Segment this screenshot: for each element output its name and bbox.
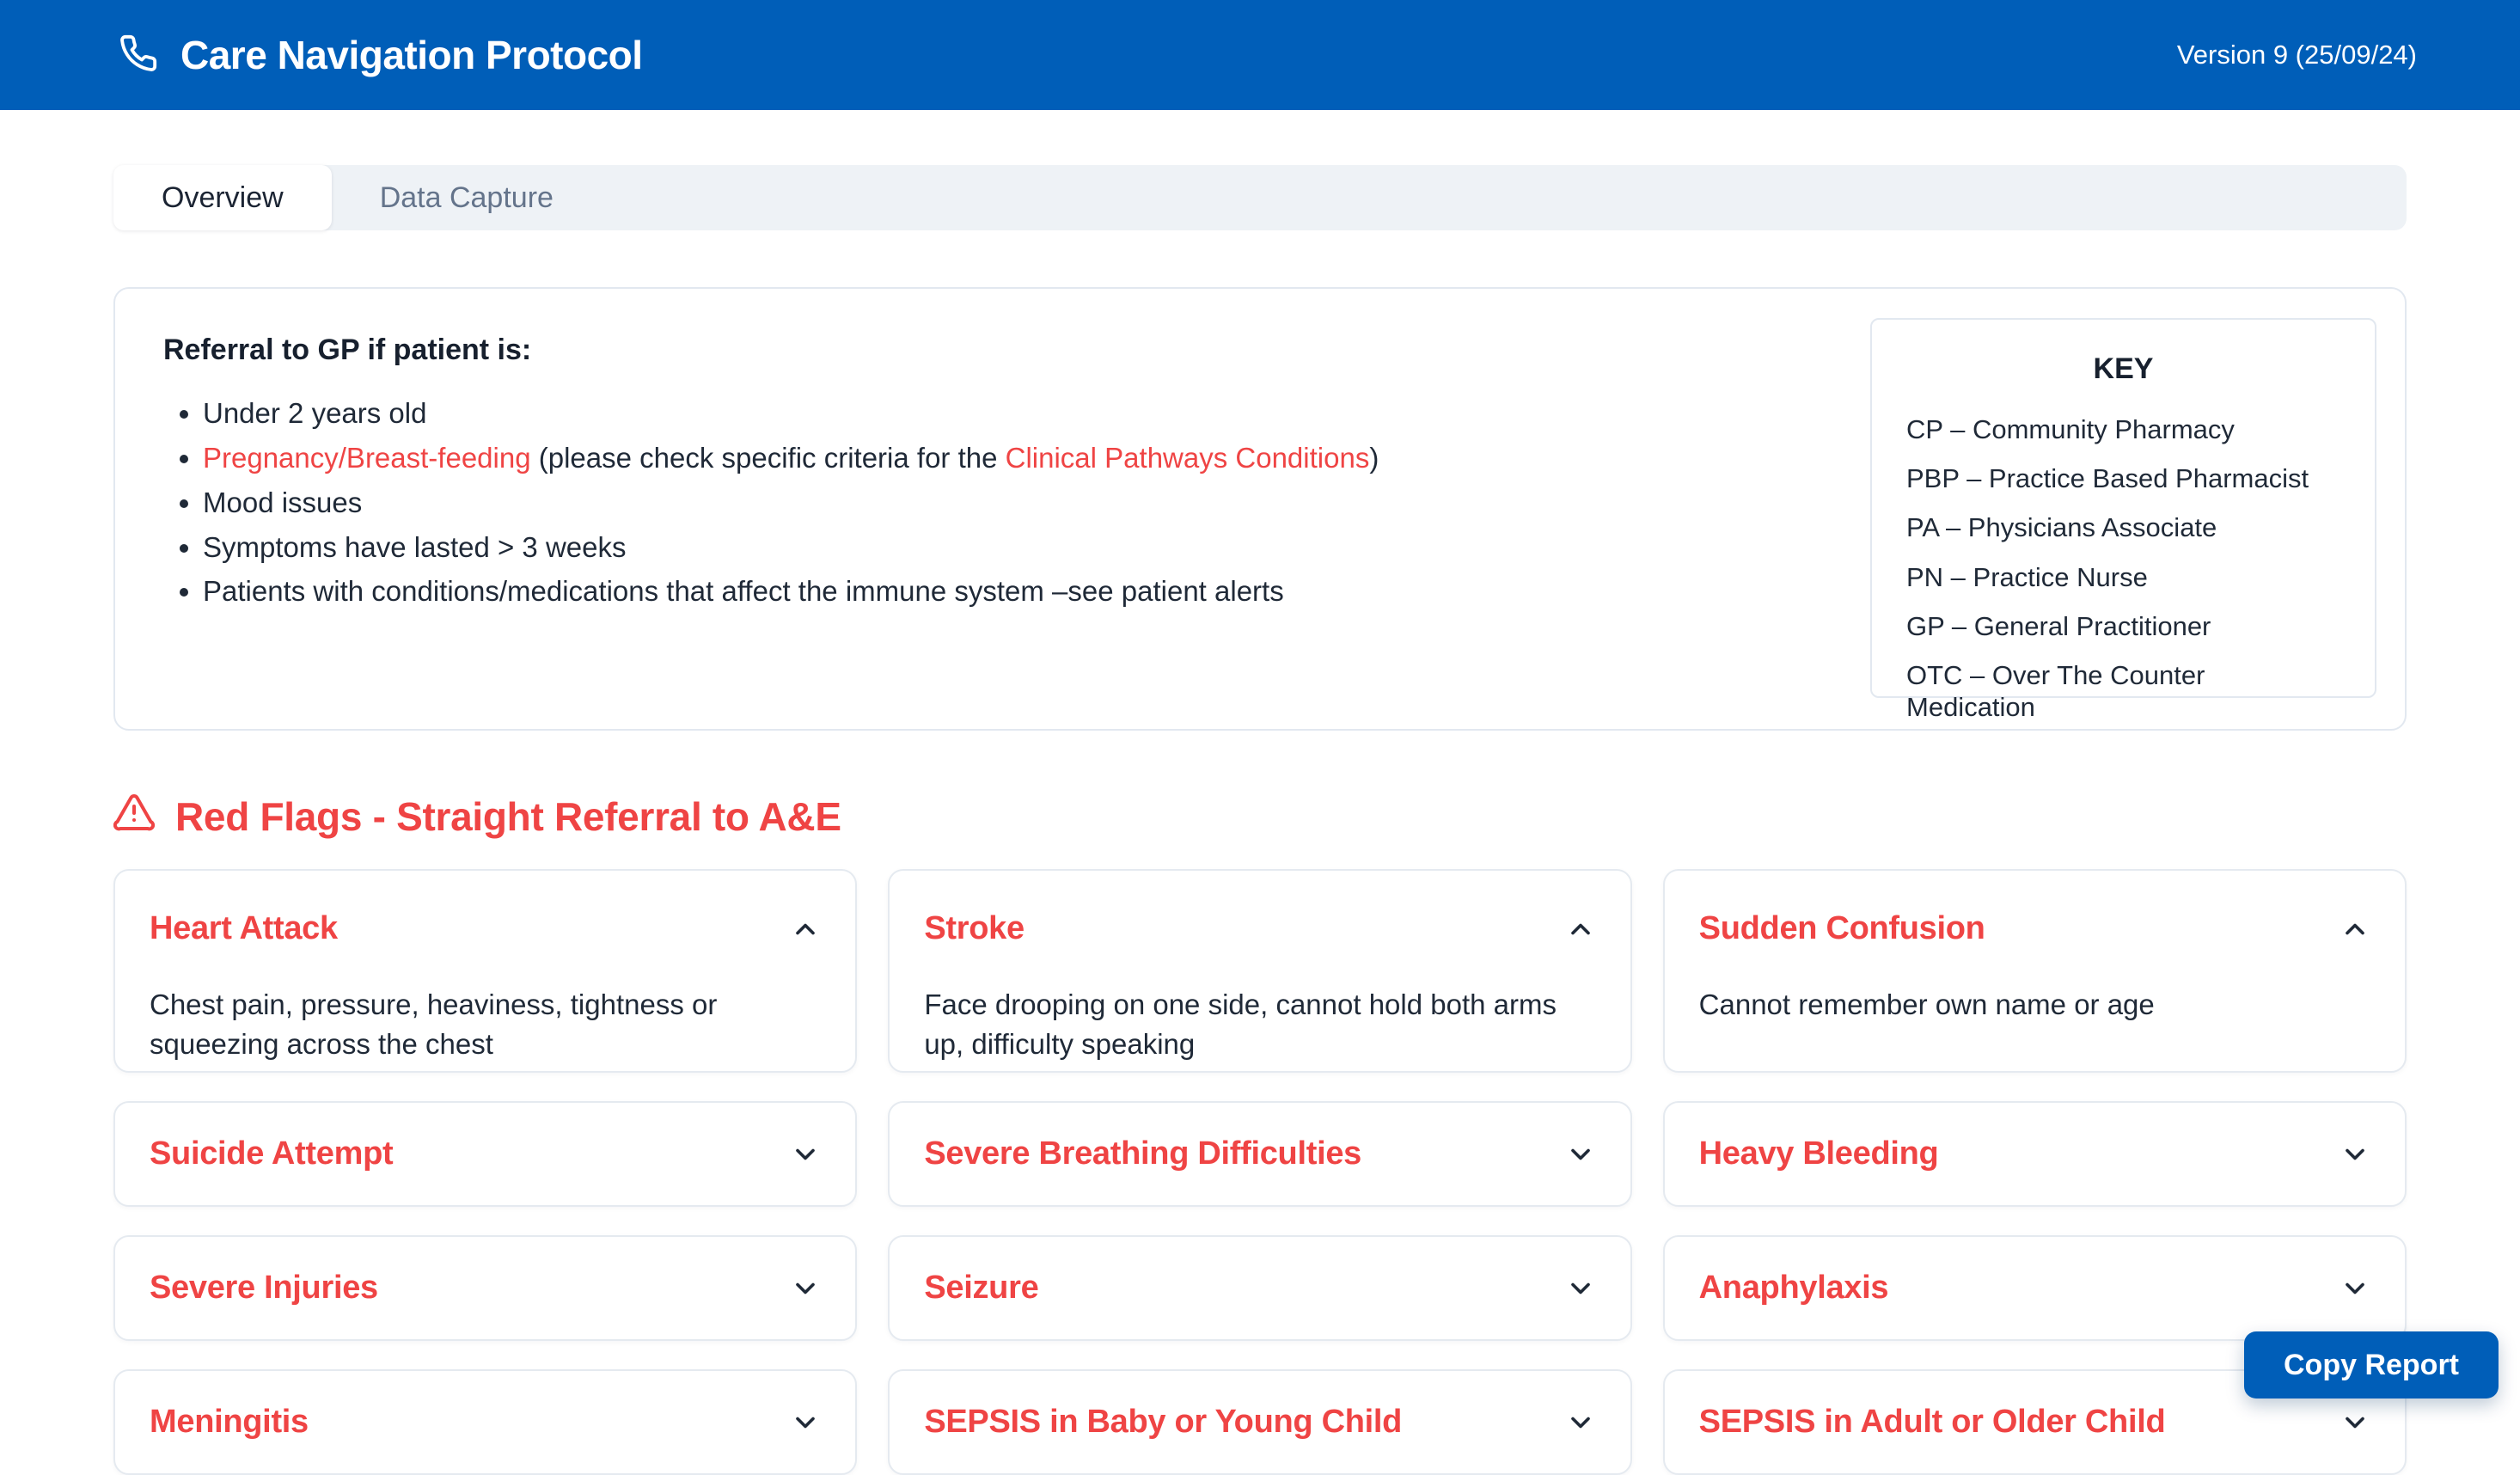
- chevron-up-icon[interactable]: [1565, 914, 1596, 945]
- flag-card-severe-injuries: [113, 1235, 857, 1341]
- referral-bullet-text: ): [1369, 441, 1379, 474]
- flag-card-seizure: [888, 1235, 1631, 1341]
- flag-card-title: Anaphylaxis: [1698, 1270, 1889, 1306]
- pregnancy-highlight: Pregnancy/Breast-feeding: [203, 441, 531, 474]
- chevron-down-icon[interactable]: [2340, 1407, 2370, 1438]
- referral-bullet: [203, 527, 1796, 568]
- flag-card-title: Sudden Confusion: [1698, 910, 1985, 946]
- flag-card-header[interactable]: [1699, 1270, 2370, 1307]
- referral-bullet: [203, 393, 1796, 434]
- referral-bullet-text: Mood issues: [203, 486, 363, 518]
- referral-bullet: [203, 438, 1796, 479]
- flag-card-title: SEPSIS in Baby or Young Child: [924, 1404, 1403, 1440]
- key-entry: PA – Physicians Associate: [1906, 512, 2217, 543]
- chevron-up-icon[interactable]: [2340, 914, 2370, 945]
- flag-card-title: Heavy Bleeding: [1698, 1135, 1939, 1172]
- key-entry: PBP – Practice Based Pharmacist: [1906, 463, 2309, 494]
- flag-card-title: Severe Injuries: [150, 1270, 378, 1306]
- key-title: KEY: [2093, 352, 2154, 385]
- flag-card-body: Face drooping on one side, cannot hold both arms up, difficulty speaking: [924, 988, 1557, 1061]
- flag-card-title: Seizure: [924, 1270, 1039, 1306]
- version-label: Version 9 (25/09/24): [2176, 40, 2417, 70]
- referral-heading: Referral to GP if patient is:: [163, 334, 532, 366]
- chevron-down-icon[interactable]: [790, 1139, 821, 1170]
- alert-triangle-icon: [113, 791, 155, 842]
- flag-card-header[interactable]: [924, 1270, 1595, 1307]
- chevron-down-icon[interactable]: [1565, 1139, 1596, 1170]
- flag-card-stroke: [888, 869, 1631, 1073]
- flag-card-header[interactable]: [924, 910, 1595, 947]
- chevron-down-icon[interactable]: [790, 1273, 821, 1304]
- referral-bullet-text: Symptoms have lasted > 3 weeks: [203, 530, 627, 563]
- chevron-down-icon[interactable]: [790, 1407, 821, 1438]
- referral-bullet-text: (please check specific criteria for the: [530, 441, 1006, 474]
- flag-card-title: Heart Attack: [150, 910, 338, 946]
- referral-bullet-text: Under 2 years old: [203, 397, 427, 429]
- tab-overview[interactable]: Overview: [113, 165, 332, 230]
- key-box: [1870, 318, 2376, 723]
- flag-card-anaphylaxis: [1663, 1235, 2407, 1341]
- referral-list: [163, 393, 1796, 612]
- flag-card-heart-attack: [113, 869, 857, 1073]
- flag-card-header[interactable]: [1699, 1404, 2370, 1441]
- flag-card-header[interactable]: [150, 1270, 821, 1307]
- flag-card-suicide-attempt: [113, 1101, 857, 1207]
- flag-card-heavy-bleeding: [1663, 1101, 2407, 1207]
- chevron-down-icon[interactable]: [1565, 1273, 1596, 1304]
- referral-bullet: [203, 571, 1796, 612]
- tab-bar: [113, 165, 2407, 230]
- flag-card-header[interactable]: [924, 1135, 1595, 1172]
- app-header: [0, 0, 2520, 110]
- copy-report-button[interactable]: Copy Report: [2244, 1331, 2499, 1398]
- referral-bullet: [203, 482, 1796, 523]
- chevron-down-icon[interactable]: [2340, 1273, 2370, 1304]
- clinical-pathways-link[interactable]: Clinical Pathways Conditions: [1005, 441, 1370, 474]
- tab-data-capture[interactable]: Data Capture: [379, 181, 554, 214]
- red-flags-heading: [113, 791, 2407, 842]
- flag-card-header[interactable]: [150, 1404, 821, 1441]
- flag-card-sepsis-baby: [888, 1369, 1631, 1475]
- flag-card-header[interactable]: [1699, 1135, 2370, 1172]
- key-entry: PN – Practice Nurse: [1906, 561, 2148, 592]
- flag-card-title: Meningitis: [150, 1404, 309, 1440]
- key-entry: GP – General Practitioner: [1906, 610, 2211, 641]
- flag-card-meningitis: [113, 1369, 857, 1475]
- referral-bullet-text: Patients with conditions/medications that affect the immune system –see patient alerts: [203, 575, 1284, 608]
- flag-card-title: Stroke: [924, 910, 1025, 946]
- key-entry: OTC – Over The Counter Medication: [1906, 659, 2205, 723]
- referral-card: [113, 287, 2407, 731]
- phone-icon: [119, 34, 158, 77]
- flag-card-severe-breathing-difficulties: [888, 1101, 1631, 1207]
- flag-card-header[interactable]: [1699, 910, 2370, 947]
- flag-card-header[interactable]: [150, 1135, 821, 1172]
- red-flags-heading-text: Red Flags - Straight Referral to A&E: [175, 793, 841, 839]
- page-title: Care Navigation Protocol: [180, 33, 643, 77]
- flag-card-sudden-confusion: [1663, 869, 2407, 1073]
- chevron-up-icon[interactable]: [790, 914, 821, 945]
- flag-card-title: Severe Breathing Difficulties: [924, 1135, 1362, 1172]
- flag-card-title: SEPSIS in Adult or Older Child: [1698, 1404, 2166, 1440]
- flag-card-body: Cannot remember own name or age: [1698, 988, 2155, 1020]
- key-entry: CP – Community Pharmacy: [1906, 414, 2235, 444]
- chevron-down-icon[interactable]: [1565, 1407, 1596, 1438]
- red-flags-grid: [113, 869, 2407, 1475]
- chevron-down-icon[interactable]: [2340, 1139, 2370, 1170]
- flag-card-header[interactable]: [924, 1404, 1595, 1441]
- flag-card-title: Suicide Attempt: [150, 1135, 394, 1172]
- flag-card-header[interactable]: [150, 910, 821, 947]
- flag-card-body: Chest pain, pressure, heaviness, tightness or squeezing across the chest: [150, 988, 718, 1061]
